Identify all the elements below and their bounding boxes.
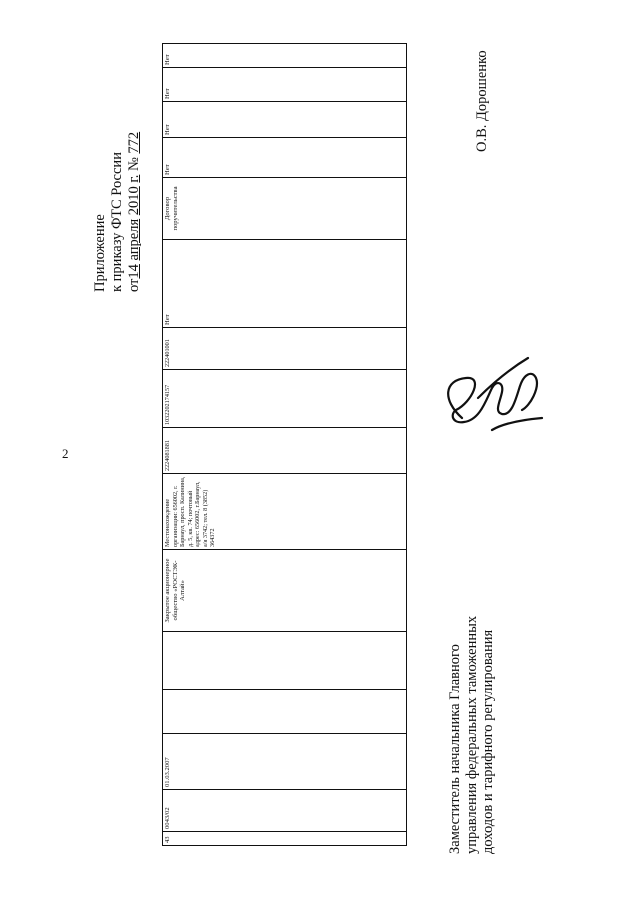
- value-cell-1: Нет: [163, 240, 407, 328]
- page-number: 2: [62, 446, 69, 461]
- signer-title-line: доходов и тарифного регулирования: [480, 629, 496, 854]
- guarantee-type-cell: Договор поручительства: [163, 178, 407, 240]
- inn-cell: 2224081881: [163, 428, 407, 474]
- organization-name-cell: Закрытое акционерное общество «РОСТЭК-Алтай»: [163, 550, 407, 632]
- annex-number-sign: №: [126, 157, 142, 172]
- value-cell-5: Нет: [163, 44, 407, 68]
- annex-header: [92, 132, 143, 292]
- annex-month: апреля: [126, 218, 142, 261]
- signer-title-line: управления федеральных таможенных: [463, 615, 480, 854]
- signer-title: [447, 616, 497, 854]
- ogrn-cell: 1032202174157: [163, 370, 407, 428]
- annex-year: 2010: [126, 186, 142, 216]
- value-cell-4: Нет: [163, 68, 407, 102]
- register-table: [162, 44, 406, 846]
- signer-title-line: Заместитель начальника Главного: [447, 644, 463, 854]
- annex-order-ref: к приказу ФТС России: [109, 152, 125, 292]
- annex-title: Приложение: [92, 214, 108, 292]
- signature: [432, 340, 550, 450]
- annex-year-suffix: г.: [126, 174, 142, 183]
- kpp-cell: 222401001: [163, 328, 407, 370]
- annex-number: 772: [126, 131, 142, 154]
- annex-day: 14: [126, 264, 142, 279]
- empty-cell-1: [163, 690, 407, 734]
- date-cell: 01.03.2007: [163, 734, 407, 790]
- value-cell-2: Нет: [163, 138, 407, 178]
- registry-number-cell: 0043/02: [163, 790, 407, 832]
- empty-cell-2: [163, 632, 407, 690]
- address-cell: Местонахождение организации: 656002, г. Барнаул, просп. Калинина, д. 5, кв. 74; почтовый адрес: 656002, г.Барнаул, а/я 3742; тел. 8 (3852) 364372: [163, 474, 407, 550]
- table-row: [163, 44, 407, 846]
- value-cell-3: Нет: [163, 102, 407, 138]
- annex-date-line: [126, 132, 143, 292]
- row-number-cell: 43: [163, 832, 407, 846]
- signer-name: О.В. Дорошенко: [474, 50, 490, 152]
- annex-date-prefix: от: [126, 278, 142, 292]
